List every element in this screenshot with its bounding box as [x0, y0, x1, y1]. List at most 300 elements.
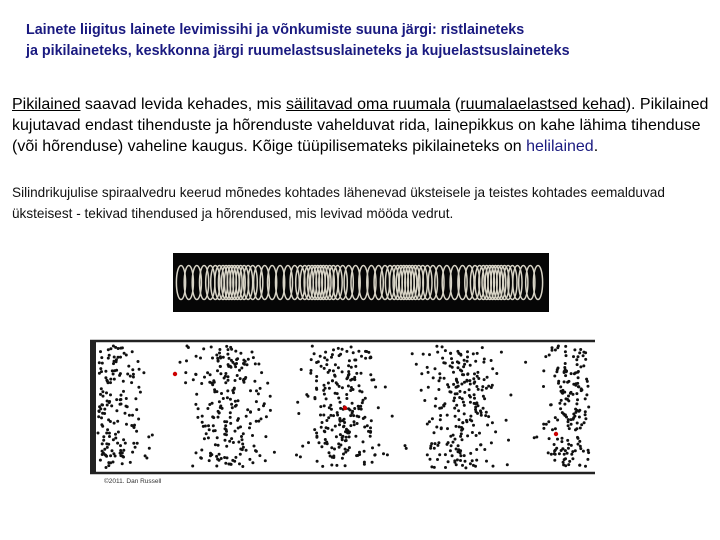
particle [244, 376, 247, 379]
particle [320, 426, 323, 429]
particle [580, 389, 583, 392]
particle [315, 379, 318, 382]
particle [220, 457, 223, 460]
particle [108, 354, 111, 357]
particle [469, 415, 472, 418]
particle [524, 361, 527, 364]
particle [216, 436, 219, 439]
particle [208, 428, 211, 431]
particle [313, 428, 316, 431]
particle [481, 389, 484, 392]
particle [343, 418, 346, 421]
particle [325, 363, 328, 366]
particle [117, 431, 120, 434]
particle [444, 453, 447, 456]
particle [476, 371, 479, 374]
particle [214, 429, 217, 432]
particle [586, 380, 589, 383]
particle [490, 441, 493, 444]
particle [105, 391, 108, 394]
particle [344, 430, 347, 433]
particle [134, 397, 137, 400]
particle [230, 403, 233, 406]
particle [264, 435, 267, 438]
particle [194, 373, 197, 376]
term-helilained: helilained [526, 138, 594, 155]
particle [315, 432, 318, 435]
particle [242, 446, 245, 449]
particle [427, 386, 430, 389]
particle [344, 448, 347, 451]
particle [242, 432, 245, 435]
particle [463, 412, 466, 415]
particle [576, 363, 579, 366]
particle [132, 442, 135, 445]
particle [131, 350, 134, 353]
particle [273, 451, 276, 454]
particle [99, 350, 102, 353]
particle [469, 452, 472, 455]
spring-coil-22 [290, 266, 299, 300]
particle [439, 377, 442, 380]
particle [386, 453, 389, 456]
particle [428, 353, 431, 356]
particle [212, 424, 215, 427]
particle [135, 408, 138, 411]
particle [587, 449, 590, 452]
particle [248, 458, 251, 461]
particle [315, 435, 318, 438]
particle [363, 416, 366, 419]
particle [331, 353, 334, 356]
particle [105, 466, 108, 469]
particle [554, 427, 557, 430]
particle [369, 426, 372, 429]
particle [471, 431, 474, 434]
particle [124, 442, 127, 445]
particle [100, 403, 103, 406]
particle [571, 457, 574, 460]
particle [566, 439, 569, 442]
particle [486, 424, 489, 427]
particle [113, 378, 116, 381]
particle [428, 420, 431, 423]
particle [234, 405, 237, 408]
particle [200, 382, 203, 385]
particle [567, 463, 570, 466]
particle [563, 453, 566, 456]
particle [201, 421, 204, 424]
particle [473, 372, 476, 375]
particle [254, 362, 257, 365]
particle [236, 357, 239, 360]
particle [466, 434, 469, 437]
particle [556, 419, 559, 422]
particle [472, 424, 475, 427]
particle [129, 461, 132, 464]
particle [200, 457, 203, 460]
particle [260, 371, 263, 374]
particle [114, 433, 117, 436]
particle [321, 465, 324, 468]
particle [556, 346, 559, 349]
particle [327, 416, 330, 419]
particle [315, 375, 318, 378]
particle [587, 385, 590, 388]
particle [377, 444, 380, 447]
particle [207, 424, 210, 427]
particle [345, 377, 348, 380]
particle [459, 459, 462, 462]
particle [579, 365, 582, 368]
particle [241, 443, 244, 446]
particle [116, 420, 119, 423]
particle [582, 351, 585, 354]
particle [337, 442, 340, 445]
particle [107, 357, 110, 360]
particle [331, 379, 334, 382]
particle [450, 391, 453, 394]
particle [345, 436, 348, 439]
particle [255, 400, 258, 403]
particle [446, 427, 449, 430]
particle [551, 346, 554, 349]
particle [136, 442, 139, 445]
particle [354, 365, 357, 368]
particle [564, 350, 567, 353]
particle [338, 423, 341, 426]
title-line-2: ja pikilaineteks, keskkonna järgi ruumelastsuslaineteks ja kujuelastsuslaineteks [26, 43, 570, 59]
particle [244, 360, 247, 363]
particle [215, 465, 218, 468]
particle [208, 381, 211, 384]
particle [578, 440, 581, 443]
particle [550, 453, 553, 456]
particle [433, 466, 436, 469]
particle [324, 351, 327, 354]
particle [476, 352, 479, 355]
particle [112, 452, 115, 455]
particle [100, 370, 103, 373]
particle [542, 369, 545, 372]
particle [564, 345, 567, 348]
particle [440, 406, 443, 409]
particle [461, 464, 464, 467]
particle [584, 465, 587, 468]
particle [137, 418, 140, 421]
particle [475, 385, 478, 388]
particle [474, 406, 477, 409]
particle [214, 443, 217, 446]
particle [553, 375, 556, 378]
particle [109, 378, 112, 381]
particle [432, 376, 435, 379]
particle [471, 459, 474, 462]
particle [459, 454, 462, 457]
particle [353, 378, 356, 381]
particle [215, 455, 218, 458]
particle [129, 375, 132, 378]
particle [506, 463, 509, 466]
particle [452, 371, 455, 374]
particle [507, 439, 510, 442]
particle [223, 433, 226, 436]
particle [456, 392, 459, 395]
particle [354, 359, 357, 362]
particle [241, 438, 244, 441]
particle [239, 352, 242, 355]
particle [132, 373, 135, 376]
particle [458, 396, 461, 399]
particle [568, 460, 571, 463]
particle [109, 347, 112, 350]
particle [358, 390, 361, 393]
particle [350, 346, 353, 349]
particle [377, 406, 380, 409]
particle [227, 375, 230, 378]
particle [115, 409, 118, 412]
particle [561, 437, 564, 440]
particle [330, 446, 333, 449]
particle [460, 429, 463, 432]
particle [561, 389, 564, 392]
particle [562, 461, 565, 464]
particle [542, 385, 545, 388]
particle [574, 411, 577, 414]
particle [138, 368, 141, 371]
particle [332, 348, 335, 351]
particle [356, 422, 359, 425]
particle [324, 387, 327, 390]
particle [269, 395, 272, 398]
particle [369, 356, 372, 359]
particle [469, 364, 472, 367]
particle [122, 438, 125, 441]
particle [226, 456, 229, 459]
particle [577, 370, 580, 373]
particle [446, 414, 449, 417]
particle [218, 412, 221, 415]
particle [481, 346, 484, 349]
particle [570, 418, 573, 421]
particle [411, 352, 414, 355]
particle [549, 403, 552, 406]
particle [491, 367, 494, 370]
particle [434, 442, 437, 445]
particle [142, 371, 145, 374]
particle [107, 348, 110, 351]
particle [363, 461, 366, 464]
particle [258, 454, 261, 457]
particle [483, 378, 486, 381]
particle [415, 363, 418, 366]
particle [203, 376, 206, 379]
particle [405, 447, 408, 450]
particle [240, 435, 243, 438]
particle [328, 451, 331, 454]
particle [249, 389, 252, 392]
highlighted-particle [554, 432, 558, 436]
para1-text-c: ). Pikilained kujutavad endast tihenduste ja hõrenduste vahelduvat rida, lainepikkus on kahe lähima tihenduse (või hõrenduse) vaheline kaugus. Kõige tüüpilisemateks pikilaineteks on [12, 96, 709, 155]
particle [148, 447, 151, 450]
particle [147, 435, 150, 438]
particle [324, 438, 327, 441]
particle [577, 385, 580, 388]
particle [315, 387, 318, 390]
particle [544, 355, 547, 358]
particle [296, 401, 299, 404]
particle [463, 391, 466, 394]
particle [229, 422, 232, 425]
particle [321, 421, 324, 424]
particle [339, 401, 342, 404]
particle [119, 398, 122, 401]
particle [195, 393, 198, 396]
particle [485, 460, 488, 463]
particle [345, 397, 348, 400]
particle [573, 348, 576, 351]
particle [134, 446, 137, 449]
particle [311, 345, 314, 348]
particle [327, 382, 330, 385]
particle [211, 383, 214, 386]
particle [466, 350, 469, 353]
particle [475, 448, 478, 451]
particle [108, 435, 111, 438]
particle [466, 360, 469, 363]
particle [347, 385, 350, 388]
particle [207, 436, 210, 439]
particle [363, 450, 366, 453]
particle [101, 390, 104, 393]
particle [239, 448, 242, 451]
particle [309, 372, 312, 375]
particle [586, 458, 589, 461]
particle [322, 414, 325, 417]
particle [237, 441, 240, 444]
particle [479, 409, 482, 412]
particle [209, 454, 212, 457]
particle [469, 418, 472, 421]
particle [457, 444, 460, 447]
particle [126, 373, 129, 376]
particle [459, 435, 462, 438]
particle [462, 401, 465, 404]
particle [218, 348, 221, 351]
particle [341, 386, 344, 389]
particle [354, 435, 357, 438]
particle [224, 372, 227, 375]
particle [341, 370, 344, 373]
particle [473, 397, 476, 400]
particle [490, 386, 493, 389]
particle [341, 457, 344, 460]
particle [224, 381, 227, 384]
particle [440, 426, 443, 429]
particle [251, 434, 254, 437]
particle [451, 361, 454, 364]
particle [110, 404, 113, 407]
particle [441, 357, 444, 360]
particle [195, 451, 198, 454]
particle [330, 356, 333, 359]
particle [197, 407, 200, 410]
particle [234, 350, 237, 353]
particle [577, 443, 580, 446]
particle [99, 393, 102, 396]
particle [433, 431, 436, 434]
particle [218, 400, 221, 403]
particle [334, 363, 337, 366]
particle [123, 352, 126, 355]
particle [364, 350, 367, 353]
particle [101, 412, 104, 415]
particle [357, 405, 360, 408]
particle [364, 397, 367, 400]
particle [227, 463, 230, 466]
particle [111, 449, 114, 452]
particle [472, 377, 475, 380]
particle [457, 409, 460, 412]
particle [218, 453, 221, 456]
particle [444, 466, 447, 469]
particle [102, 439, 105, 442]
particle [122, 449, 125, 452]
particle [436, 444, 439, 447]
image-credit: ©2011. Dan Russell [104, 478, 162, 485]
particle [454, 415, 457, 418]
particle [97, 415, 100, 418]
particle [567, 424, 570, 427]
particle [103, 448, 106, 451]
particle [459, 353, 462, 356]
particle [339, 353, 342, 356]
particle [423, 399, 426, 402]
particle [119, 444, 122, 447]
particle [477, 388, 480, 391]
particle [567, 443, 570, 446]
particle [433, 447, 436, 450]
particle [574, 408, 577, 411]
particle [436, 351, 439, 354]
particle [328, 387, 331, 390]
particle [139, 391, 142, 394]
spring-coil-59 [465, 266, 474, 300]
particle [542, 427, 545, 430]
particle [490, 359, 493, 362]
particle [355, 454, 358, 457]
particle [234, 400, 237, 403]
particle [326, 442, 329, 445]
title-line-1: Lainete liigitus lainete levimissihi ja võnkumiste suuna järgi: ristlaineteks [26, 22, 525, 38]
particle [226, 396, 229, 399]
particle [427, 371, 430, 374]
particle [577, 437, 580, 440]
particle [451, 454, 454, 457]
particle [100, 416, 103, 419]
particle [572, 355, 575, 358]
particle [133, 424, 136, 427]
particle [382, 452, 385, 455]
particle [211, 415, 214, 418]
particle [233, 387, 236, 390]
particle [115, 369, 118, 372]
particle [447, 386, 450, 389]
particle [559, 385, 562, 388]
particle [201, 415, 204, 418]
particle [449, 449, 452, 452]
particle [554, 449, 557, 452]
